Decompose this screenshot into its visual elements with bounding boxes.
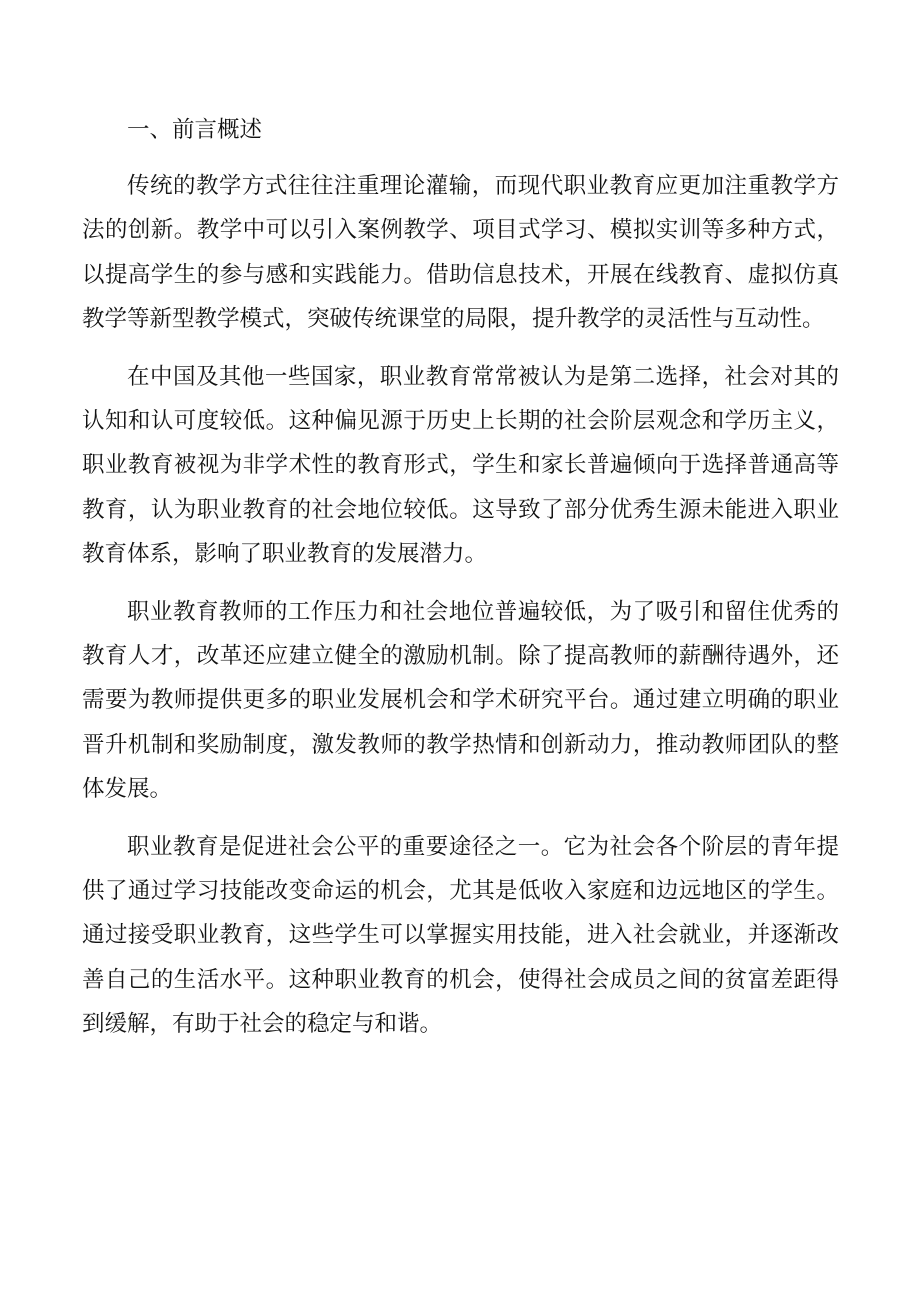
document-body: [82, 108, 839, 1046]
paragraph-teacher-incentives: 职业教育教师的工作压力和社会地位普遍较低，为了吸引和留住优秀的教育人才，改革还应建立健全的激励机制。除了提高教师的薪酬待遇外，还需要为教师提供更多的职业发展机会和学术研究平台。通过建立明确的职业晋升机制和奖励制度，激发教师的教学热情和创新动力，推动教师团队的整体发展。: [82, 599, 839, 802]
section-heading: 一、前言概述: [127, 117, 263, 143]
paragraph-social-equity: 职业教育是促进社会公平的重要途径之一。它为社会各个阶层的青年提供了通过学习技能改变命运的机会，尤其是低收入家庭和边远地区的学生。通过接受职业教育，这些学生可以掌握实用技能，进入社会就业，并逐渐改善自己的生活水平。这种职业教育的机会，使得社会成员之间的贫富差距得到缓解，有助于社会的稳定与和谐。: [82, 834, 839, 1037]
paragraph-social-perception: 在中国及其他一些国家，职业教育常常被认为是第二选择，社会对其的认知和认可度较低。这种偏见源于历史上长期的社会阶层观念和学历主义，职业教育被视为非学术性的教育形式，学生和家长普遍倾向于选择普通高等教育，认为职业教育的社会地位较低。这导致了部分优秀生源未能进入职业教育体系，影响了职业教育的发展潜力。: [82, 364, 839, 567]
paragraph-teaching-methods: 传统的教学方式往往注重理论灌输，而现代职业教育应更加注重教学方法的创新。教学中可以引入案例教学、项目式学习、模拟实训等多种方式，以提高学生的参与感和实践能力。借助信息技术，开展在线教育、虚拟仿真教学等新型教学模式，突破传统课堂的局限，提升教学的灵活性与互动性。: [82, 173, 839, 332]
